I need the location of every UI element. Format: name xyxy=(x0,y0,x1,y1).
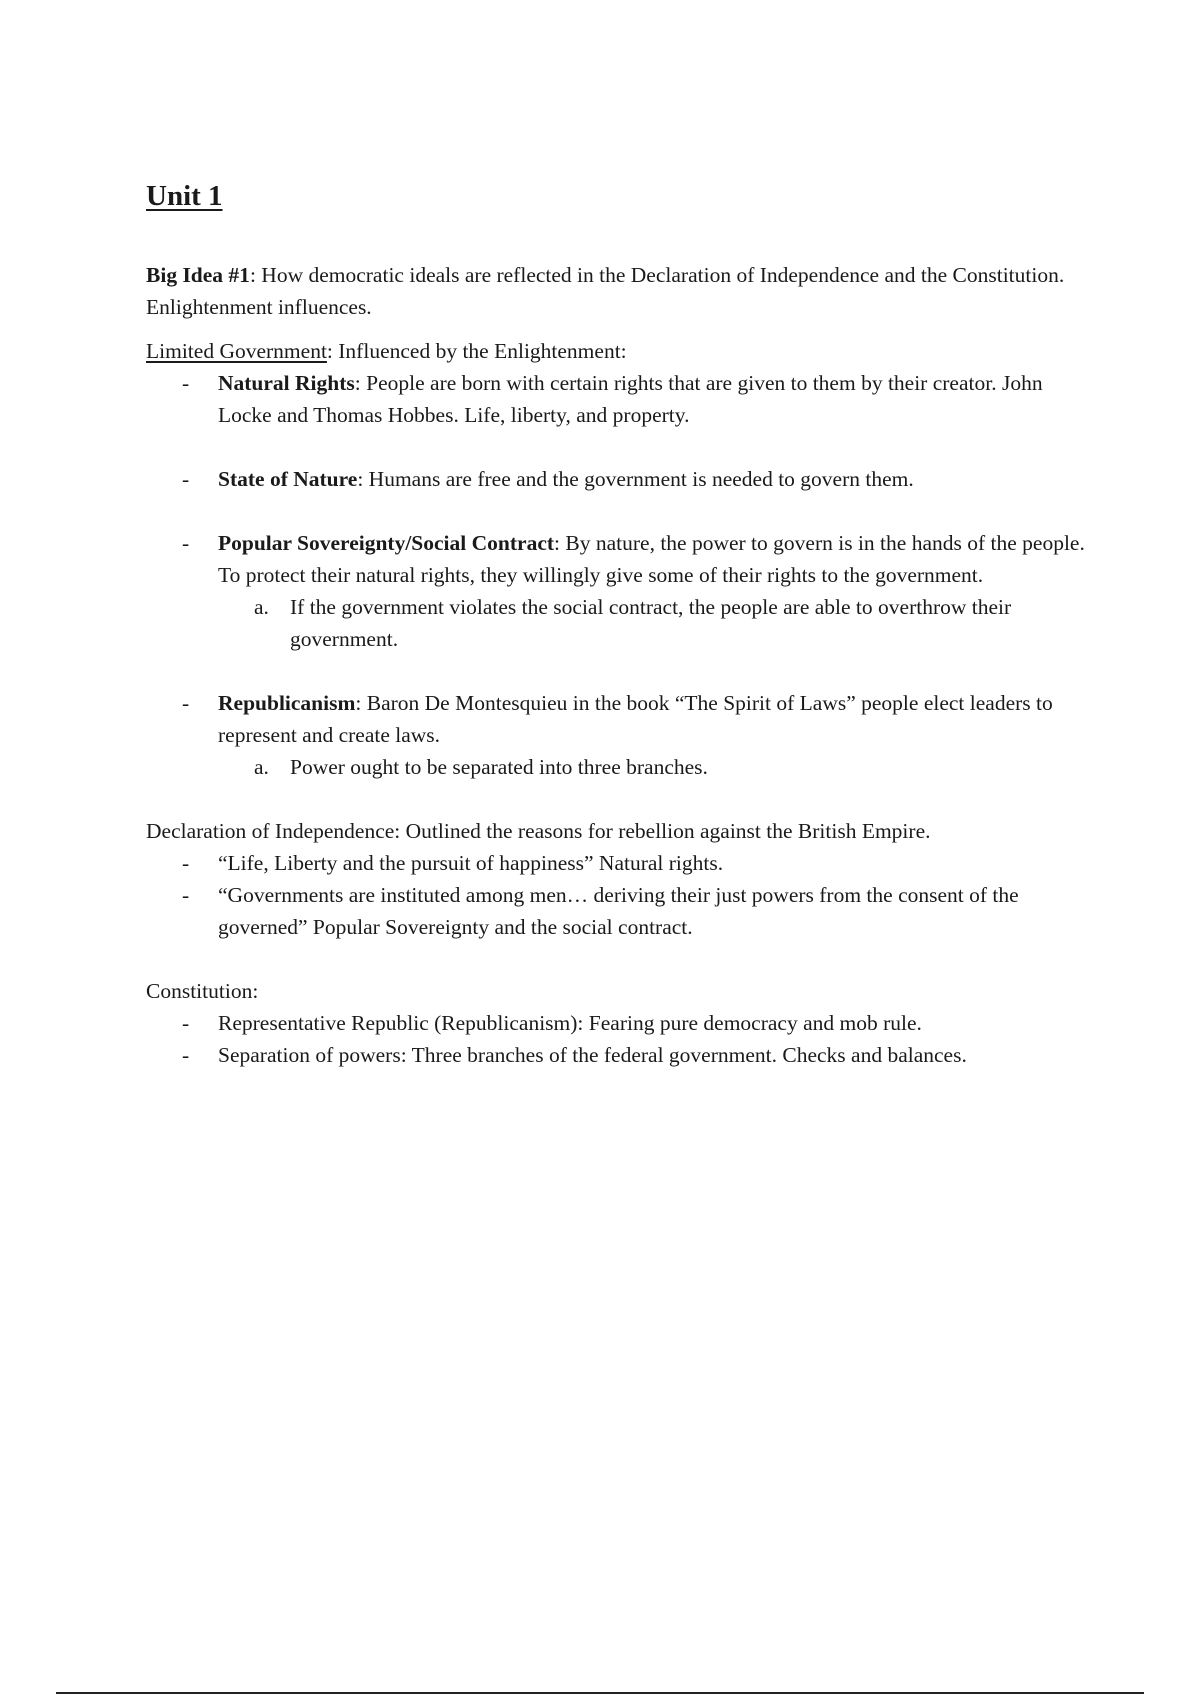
footer-divider xyxy=(56,1692,1144,1694)
list-item: - “Governments are instituted among men… deriving their just powers from the consent of the governed” Popular Sovereignty and the social contract. xyxy=(146,879,1096,943)
spacer xyxy=(146,431,1096,463)
limited-government-heading xyxy=(146,335,1096,367)
declaration-list xyxy=(146,847,1096,943)
declaration-heading: Declaration of Independence: Outlined the reasons for rebellion against the British Empire. xyxy=(146,819,931,843)
term-republicanism: Republicanism xyxy=(218,691,356,715)
list-item-state-of-nature xyxy=(146,463,1096,495)
desc-state-of-nature: : Humans are free and the government is needed to govern them. xyxy=(357,467,914,491)
sub-item-three-branches xyxy=(218,751,1096,783)
spacer xyxy=(146,943,1096,975)
big-idea-label: Big Idea #1 xyxy=(146,263,250,287)
sub-item-text: Power ought to be separated into three branches. xyxy=(290,755,708,779)
sub-marker: a. xyxy=(254,595,269,619)
sub-marker: a. xyxy=(254,755,269,779)
list-item-republicanism xyxy=(146,687,1096,783)
constitution-heading: Constitution: xyxy=(146,979,259,1003)
big-idea-paragraph xyxy=(146,259,1096,323)
term-natural-rights: Natural Rights xyxy=(218,371,355,395)
desc-natural-rights: : People are born with certain rights that are given to them by their creator. John Locke and Thomas Hobbes. Life, liberty, and property. xyxy=(218,371,1043,427)
limited-government-list xyxy=(146,687,1096,783)
desc-republicanism: : Baron De Montesquieu in the book “The Spirit of Laws” people elect leaders to represent and create laws. xyxy=(218,691,1053,747)
spacer xyxy=(146,783,1096,815)
spacer xyxy=(146,495,1096,527)
spacer xyxy=(146,655,1096,687)
desc-popular-sovereignty: : By nature, the power to govern is in the hands of the people. To protect their natural rights, they willingly give some of their rights to the government. xyxy=(218,531,1085,587)
term-state-of-nature: State of Nature xyxy=(218,467,358,491)
limited-government-list xyxy=(146,463,1096,495)
list-item: - Separation of powers: Three branches of the federal government. Checks and balances. xyxy=(146,1039,1096,1071)
spacer xyxy=(146,323,1096,335)
big-idea-text: : How democratic ideals are reflected in the Declaration of Independence and the Constitution. Enlightenment influences. xyxy=(146,263,1065,319)
list-item: - “Life, Liberty and the pursuit of happiness” Natural rights. xyxy=(146,847,1096,879)
document-body xyxy=(146,259,1096,1071)
sub-list xyxy=(218,751,1096,783)
constitution-list xyxy=(146,1007,1096,1071)
sub-item-text: If the government violates the social contract, the people are able to overthrow their government. xyxy=(290,595,1012,651)
term-popular-sovereignty: Popular Sovereignty/Social Contract xyxy=(218,531,555,555)
sub-item-overthrow xyxy=(218,591,1096,655)
list-item-popular-sovereignty xyxy=(146,527,1096,655)
limited-government-list xyxy=(146,367,1096,431)
limited-government-list xyxy=(146,527,1096,655)
list-item: - Representative Republic (Republicanism): Fearing pure democracy and mob rule. xyxy=(146,1007,1096,1039)
limited-government-label: Limited Government xyxy=(146,339,327,363)
limited-government-text: : Influenced by the Enlightenment: xyxy=(326,339,627,363)
sub-list xyxy=(218,591,1096,655)
list-item-natural-rights xyxy=(146,367,1096,431)
unit-title: Unit 1 xyxy=(146,180,223,212)
